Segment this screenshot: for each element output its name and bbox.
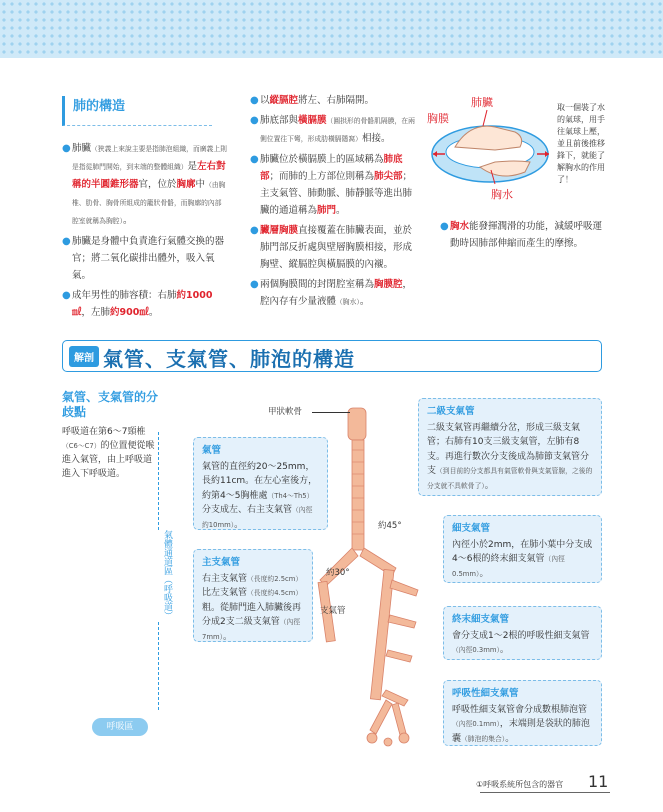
column-2 xyxy=(250,92,420,314)
bullet-item: ● 以縱膈腔將左、右肺隔開。 xyxy=(250,95,375,106)
label-pleural-fluid: 胸水 xyxy=(491,188,513,201)
column-1 xyxy=(62,140,227,324)
box-main-bronchus: 主支氣管 右主支氣管（長度約2.5cm）比左支氣管（長度約4.5cm）粗。從肺門進入肺臟後再分成2支二級支氣管（內徑7mm）。 xyxy=(193,549,313,642)
respiratory-zone-label: 呼吸區 xyxy=(92,718,148,736)
page-number: 11 xyxy=(588,772,609,791)
footer-rule xyxy=(480,792,610,793)
bullet-item: ● 肺臟（狹義上來說主要是指肺泡組織，而廣義上則是指從肺門開始，到末端的整體組織）是左右對稱的半圓錐形器官，位於胸廓中（由胸椎、肋骨、胸骨所組成的籠狀骨骼，而胸廓的內部腔室就稱為胸腔）。 xyxy=(62,143,227,226)
section-heading xyxy=(62,340,602,372)
box-trachea: 氣管 氣管的直徑約20～25mm，長約11cm。在左心室後方，約第4～5胸椎處（Th4～Th5）分支成左、右主支氣管（內徑約10mm）。 xyxy=(193,437,328,530)
section-title-lung-structure: 肺的構造 xyxy=(62,96,212,126)
box-terminal-bronchiole: 終末細支氣管 會分支成1～2根的呼吸性細支氣管（內徑0.3mm）。 xyxy=(443,606,602,660)
subsection-title: 氣管、支氣管的分歧點 xyxy=(62,390,159,419)
footer-chapter: ①呼吸系統所包含的器官 xyxy=(476,780,564,789)
box-respiratory-bronchiole: 呼吸性細支氣管 呼吸性細支氣管會分成數根肺泡管（內徑0.1mm），末端則是袋狀的肺泡囊（肺泡的集合）。 xyxy=(443,680,602,746)
section-title: 氣管、支氣管、肺泡的構造 xyxy=(103,347,355,371)
label-angle-30: 約30° xyxy=(326,568,350,578)
top-pattern-band xyxy=(0,0,663,58)
box-fine-bronchiole: 細支氣管 內徑小於2mm，在肺小葉中分支成4～6根的終末細支氣管（內徑0.5mm）。 xyxy=(443,515,602,583)
bullet-item: ● 臟層胸膜直接覆蓋在肺臟表面，並於肺門部反折處與壁層胸膜相接，形成胸壁、縱膈腔與橫膈膜的內襯。 xyxy=(250,225,413,270)
balloon-illustration xyxy=(425,92,605,207)
bullet-item: ● 肺臟是身體中負責進行氣體交換的器官；將二氧化碳排出體外，吸入氧氣。 xyxy=(62,236,225,281)
box-secondary-bronchus: 二級支氣管 二級支氣管再繼續分岔，形成三級支氣管；右肺有10支三級支氣管，左肺有8支。再進行數次分支後成為肺節支氣管分支（到目前的分支都具有氣管軟骨與支氣管腺，之後的分支就不具軟骨了）。 xyxy=(418,398,602,496)
bullet-item: ● 肺底部與橫膈膜（圓拱形的骨骼肌隔膜，在兩側位置往下彎，形成肋橫膈隱窩）相接。 xyxy=(250,115,415,144)
label-angle-45: 約45° xyxy=(378,521,402,531)
label-pleura: 胸膜 xyxy=(427,112,449,125)
column-3 xyxy=(440,218,605,255)
label-lung: 肺臟 xyxy=(471,96,493,109)
anatomy-tag: 解剖 xyxy=(69,346,99,367)
leader-line xyxy=(312,412,350,413)
bullet-item: ● 胸水能發揮潤滑的功能，減緩呼吸運動時因肺部伸縮而產生的摩擦。 xyxy=(440,221,603,249)
label-thyroid: 甲狀軟骨 xyxy=(268,407,303,417)
bullet-item: ● 成年男性的肺容積：右肺約1000㎖，左肺約900㎖。 xyxy=(62,290,213,318)
label-bronchus: 支氣管 xyxy=(320,606,346,616)
bullet-item: ● 兩個胸膜間的封閉腔室稱為胸膜腔，腔內存有少量液體（胸水）。 xyxy=(250,279,413,307)
subsection-text: 呼吸道在第6～7頸椎（C6～C7）的位置便從喉進入氣管，由上呼吸道進入下呼吸道。 xyxy=(62,427,155,479)
airway-zone-label: 氣體通道區（呼吸道） xyxy=(158,530,176,620)
bullet-item: ● 肺臟位於橫膈膜上的區域稱為肺底部；而肺的上方部位則稱為肺尖部；主支氣管、肺動脈、肺靜脈等進出肺臟的通道稱為肺門。 xyxy=(250,154,413,216)
illustration-note: 取一個裝了水的氣球，用手往氣球上壓，並且前後推移鋒下，就能了解胸水的作用了！ xyxy=(557,103,605,184)
